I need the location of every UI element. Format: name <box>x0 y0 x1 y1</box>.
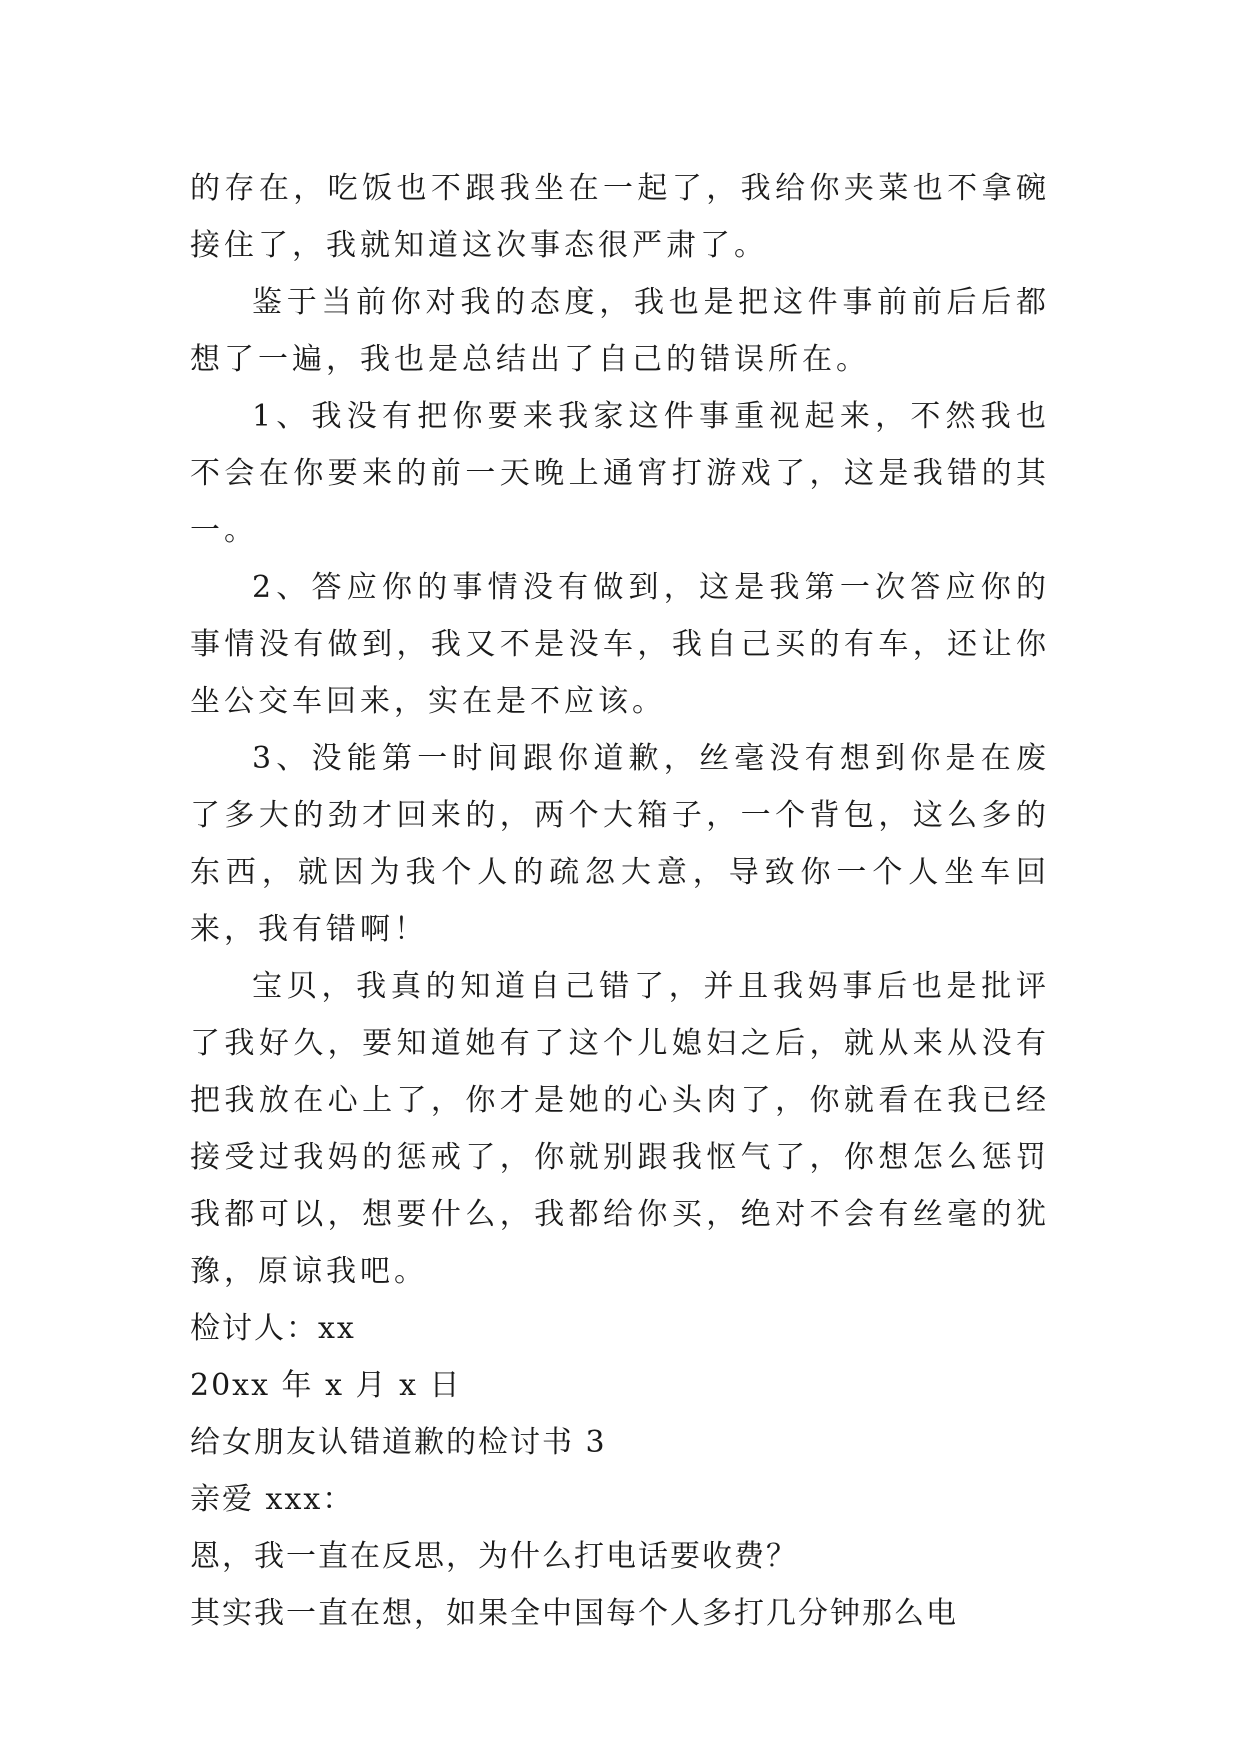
document-body <box>190 160 1050 1642</box>
signature-line: 检讨人：xx <box>190 1311 356 1346</box>
paragraph-point-2: 2、答应你的事情没有做到，这是我第一次答应你的事情没有做到，我又不是没车，我自己买的有车，还让你坐公交车回来，实在是不应该。 <box>190 570 1050 719</box>
section-title: 给女朋友认错道歉的检讨书 3 <box>190 1425 607 1460</box>
paragraph-point-1: 1、我没有把你要来我家这件事重视起来，不然我也不会在你要来的前一天晚上通宵打游戏了，这是我错的其一。 <box>190 399 1050 548</box>
paragraph-attitude: 鉴于当前你对我的态度，我也是把这件事前前后后都想了一遍，我也是总结出了自己的错误所在。 <box>190 285 1050 377</box>
paragraph-point-3: 3、没能第一时间跟你道歉，丝毫没有想到你是在废了多大的劲才回来的，两个大箱子，一个背包，这么多的东西，就因为我个人的疏忽大意，导致你一个人坐车回来，我有错啊！ <box>190 741 1050 947</box>
paragraph-reflection: 恩，我一直在反思，为什么打电话要收费？ <box>190 1539 798 1574</box>
paragraph-thought: 其实我一直在想，如果全中国每个人多打几分钟那么电 <box>190 1596 958 1631</box>
paragraph-apology: 宝贝，我真的知道自己错了，并且我妈事后也是批评了我好久，要知道她有了这个儿媳妇之后，就从来从没有把我放在心上了，你才是她的心头肉了，你就看在我已经接受过我妈的惩戒了，你就别跟我怄气了，你想怎么惩罚我都可以，想要什么，我都给你买，绝对不会有丝毫的犹豫，原谅我吧。 <box>190 969 1050 1289</box>
paragraph-continuation: 的存在，吃饭也不跟我坐在一起了，我给你夹菜也不拿碗接住了，我就知道这次事态很严肃了。 <box>190 171 1050 263</box>
salutation: 亲爱 xxx： <box>190 1482 355 1517</box>
date-line: 20xx 年 x 月 x 日 <box>190 1368 462 1403</box>
